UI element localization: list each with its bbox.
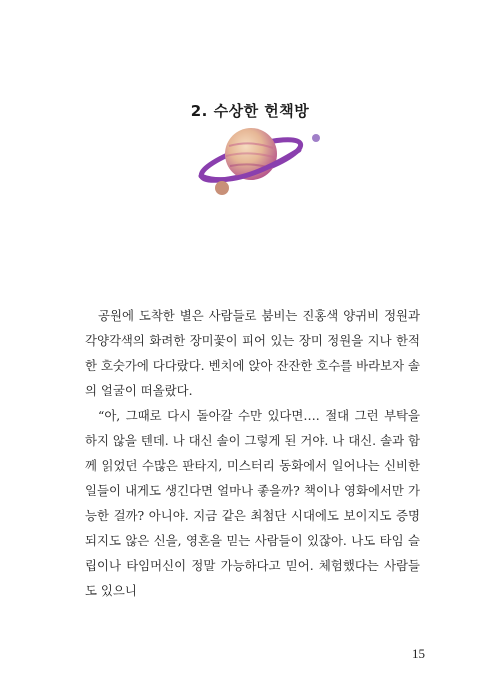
moon-small	[312, 134, 320, 142]
planet-icon	[195, 118, 325, 198]
moon-large	[215, 181, 229, 195]
page-number: 15	[412, 646, 425, 661]
chapter-title: 2. 수상한 헌책방	[190, 102, 310, 120]
paragraph: “아, 그때로 다시 돌아갈 수만 있다면…. 절대 그런 부탁을 하지 않을 텐데. 나 대신 솔이 그렇게 된 거야. 나 대신. 솔과 함께 읽었던 수많은 판타지, 미스터리 동화에서 일어나는 신비한 일들이 내게도 생긴다면 얼마나 좋을까? 책이나 영화에서만 가능한 걸까? 아니야. 지금 같은 최첨단 시대에도 보이지도 증명되지도 않은 신을, 영혼을 믿는 사람들이 있잖아. 나도 타임 슬립이나 타임머신이 정말 가능하다고 믿어. 체험했다는 사람들도 있으니	[85, 408, 420, 598]
body-text	[85, 303, 420, 603]
paragraph: 공원에 도착한 별은 사람들로 붐비는 진홍색 양귀비 정원과 각양각색의 화려한 장미꽃이 피어 있는 장미 정원을 지나 한적한 호숫가에 다다랐다. 벤치에 앉아 잔잔한 호수를 바라보자 솔의 얼굴이 떠올랐다.	[85, 308, 420, 398]
